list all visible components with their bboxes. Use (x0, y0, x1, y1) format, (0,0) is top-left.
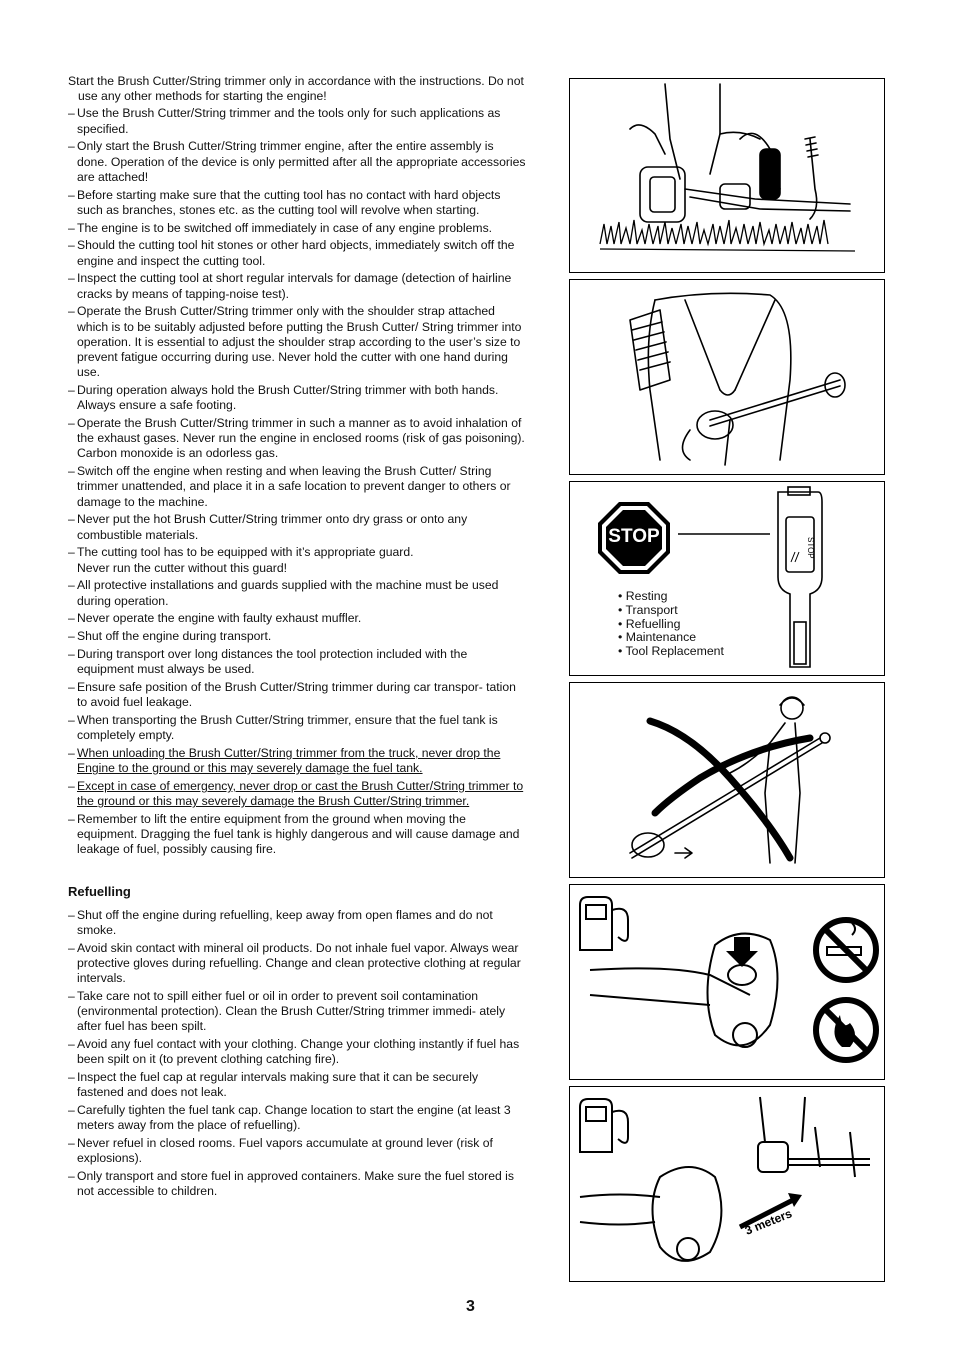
safety-list (68, 106, 526, 857)
bullet-item (68, 611, 526, 626)
bullet-item (68, 304, 526, 380)
bullet-item (68, 1169, 526, 1199)
bullet-item (68, 647, 526, 677)
no-dragging-illustration (570, 683, 885, 878)
bullet-text: The engine is to be switched off immediately in case of any engine problems. (77, 220, 493, 235)
no-open-flame-icon (816, 1000, 876, 1060)
dash-marker: – (68, 106, 75, 121)
bullet-item (68, 545, 526, 575)
stop-list-item: • Refuelling (618, 616, 681, 631)
dash-marker: – (68, 139, 75, 154)
bullet-text: Except in case of emergency, never drop or cast the Brush Cutter/String trimmer to the ground or this may severely damage the Brush Cutter/String trimmer. (77, 779, 524, 809)
bullet-text: Operate the Brush Cutter/String trimmer in such a manner as to avoid inhalation of the exhaust gases. Never run the engine in enclosed rooms (risk of gas poisoning). Carbon monoxide is an odorless gas. (77, 416, 525, 461)
bullet-item (68, 746, 526, 776)
bullet-text: During transport over long distances the tool protection included with the equipment must always be used. (77, 647, 468, 677)
bullet-extra-text: Always ensure a safe footing. (77, 398, 237, 413)
refuelling-illustration (570, 885, 885, 1080)
illustration-no-dragging (569, 682, 885, 878)
dash-marker: – (68, 907, 75, 922)
dash-marker: – (68, 1103, 75, 1118)
stop-list-item: • Resting (618, 589, 668, 603)
bullet-text: Ensure safe position of the Brush Cutter/String trimmer during car transpor- tation to avoid fuel leakage. (77, 680, 516, 710)
dash-marker: – (68, 416, 75, 431)
bullet-text: When transporting the Brush Cutter/String trimmer, ensure that the fuel tank is completely empty. (77, 713, 498, 743)
bullet-item (68, 383, 526, 413)
bullet-item (68, 188, 526, 218)
bullet-text: When unloading the Brush Cutter/String trimmer from the truck, never drop the Engine to the ground or this may severely damage the fuel tank. (77, 746, 501, 776)
stop-list-item: • Transport (618, 602, 678, 617)
bullet-item (68, 713, 526, 743)
bullet-item (68, 578, 526, 608)
dash-marker: – (68, 680, 75, 695)
bullet-text: Never put the hot Brush Cutter/String trimmer onto dry grass or onto any combustible materials. (77, 512, 468, 542)
dash-marker: – (68, 545, 75, 560)
illustration-stop-switch (569, 481, 885, 676)
starting-figure-illustration (570, 79, 885, 273)
bullet-item (68, 779, 526, 809)
dash-marker: – (68, 512, 75, 527)
refuelling-list (68, 908, 526, 1200)
bullet-item (68, 812, 526, 858)
stop-situations-list (618, 590, 724, 659)
bullet-text: Switch off the engine when resting and when leaving the Brush Cutter/ String trimmer unattended, and place it in a safe location to prevent danger to others or damage to the machine. (77, 464, 511, 509)
text-column (68, 74, 526, 1202)
stop-sign-text: STOP (608, 526, 660, 547)
bullet-item (68, 106, 526, 136)
dash-marker: – (68, 611, 75, 626)
illustration-refuelling (569, 884, 885, 1080)
bullet-item (68, 139, 526, 185)
switch-stop-label: STOP (806, 537, 815, 559)
illustration-starting (569, 78, 885, 273)
bullet-item (68, 271, 526, 301)
dash-marker: – (68, 220, 75, 235)
dash-marker: – (68, 238, 75, 253)
bullet-item (68, 908, 526, 938)
bullet-item (68, 680, 526, 710)
bullet-item (68, 989, 526, 1035)
bullet-extra-text: Never run the cutter without this guard! (77, 560, 288, 575)
dash-marker: – (68, 464, 75, 479)
three-meters-illustration (570, 1087, 885, 1282)
dash-marker: – (68, 578, 75, 593)
intro-paragraph: Start the Brush Cutter/String trimmer only in accordance with the instructions. Do not use any other methods for starting the engine! (68, 74, 524, 104)
bullet-text: Shut off the engine during transport. (77, 629, 272, 644)
dash-marker: – (68, 1136, 75, 1151)
bullet-item (68, 1103, 526, 1133)
bullet-text: Inspect the cutting tool at short regular intervals for damage (detection of hairline cracks by means of tapping-noise test). (77, 271, 512, 301)
bullet-item (68, 941, 526, 987)
dash-marker: – (68, 779, 75, 794)
bullet-text: Before starting make sure that the cutting tool has no contact with hard objects such as branches, stones etc. as the cutting tool will revolve when starting. (77, 187, 501, 217)
bullet-item (68, 221, 526, 236)
bullet-text: Use the Brush Cutter/String trimmer and the tools only for such applications as specified. (77, 106, 501, 136)
bullet-text: Inspect the fuel cap at regular intervals making sure that it can be securely fastened and does not leak. (77, 1070, 479, 1100)
page-number: 3 (466, 1298, 475, 1315)
bullet-item (68, 512, 526, 542)
bullet-text: Take care not to spill either fuel or oil in order to prevent soil contamination (environmental protection). Clean the Brush Cutter/String trimmer immedi- ately after fuel has been spilt. (77, 989, 506, 1034)
distance-label: 3 meters (742, 1206, 794, 1238)
dash-marker: – (68, 1169, 75, 1184)
bullet-text: Only transport and store fuel in approved containers. Make sure the fuel stored is not accessible to children. (77, 1169, 514, 1199)
bullet-item (68, 464, 526, 510)
stop-list-item: • Maintenance (618, 630, 697, 645)
bullet-text: Carefully tighten the fuel tank cap. Change location to start the engine (at least 3 meters away from the place of refuelling). (77, 1103, 511, 1133)
shoulder-strap-illustration (570, 280, 885, 475)
bullet-text: Remember to lift the entire equipment from the ground when moving the equipment. Dragging the fuel tank is highly dangerous and will cause damage and leakage of fuel, possibly causing fire. (77, 812, 520, 857)
bullet-item (68, 1136, 526, 1166)
illustration-shoulder-strap (569, 279, 885, 475)
dash-marker: – (68, 746, 75, 761)
illustration-3-meters (569, 1086, 885, 1282)
dash-marker: – (68, 187, 75, 202)
bullet-text: Never operate the engine with faulty exhaust muffler. (77, 611, 362, 626)
dash-marker: – (68, 304, 75, 319)
dash-marker: – (68, 383, 75, 398)
bullet-item (68, 629, 526, 644)
bullet-item (68, 1070, 526, 1100)
bullet-text: Shut off the engine during refuelling, keep away from open flames and do not smoke. (77, 907, 493, 938)
dash-marker: – (68, 647, 75, 662)
bullet-item (68, 1037, 526, 1067)
refuelling-heading: Refuelling (68, 883, 131, 899)
stop-list-item: • Tool Replacement (618, 644, 724, 659)
dash-marker: – (68, 1070, 75, 1085)
dash-marker: – (68, 629, 75, 644)
bullet-item (68, 238, 526, 268)
bullet-text: Avoid any fuel contact with your clothing. Change your clothing instantly if fuel has been spilt on it (to prevent clothing catching fire). (77, 1037, 520, 1067)
bullet-text: Should the cutting tool hit stones or other hard objects, immediately switch off the engine and inspect the cutting tool. (77, 238, 515, 268)
dash-marker: – (68, 812, 75, 827)
bullet-text: Only start the Brush Cutter/String trimmer engine, after the entire assembly is done. Operation of the device is only permitted after all the appropriate accessories are attached! (77, 139, 526, 184)
bullet-text: Never refuel in closed rooms. Fuel vapors accumulate at ground lever (risk of explosions). (77, 1136, 493, 1166)
dash-marker: – (68, 989, 75, 1004)
dash-marker: – (68, 940, 75, 955)
no-smoking-icon (816, 920, 876, 980)
dash-marker: – (68, 713, 75, 728)
bullet-text: The cutting tool has to be equipped with it’s appropriate guard. (77, 545, 414, 560)
dash-marker: – (68, 1037, 75, 1052)
bullet-text: Avoid skin contact with mineral oil products. Do not inhale fuel vapor. Always wear protective gloves during refuelling. Change and clean protective clothing at regular intervals. (77, 940, 521, 986)
dash-marker: – (68, 271, 75, 286)
bullet-item (68, 416, 526, 462)
bullet-text: All protective installations and guards supplied with the machine must be used during operation. (77, 578, 499, 608)
bullet-text: Operate the Brush Cutter/String trimmer only with the shoulder strap attached which is to be suitably adjusted before putting the Brush Cutter/ String trimmer into operation. It is essential to adjust the shoulder strap according to the user’s size to prevent fatigue occurring during use. Never hold the cutter with one hand during use. (77, 304, 522, 380)
bullet-text: During operation always hold the Brush Cutter/String trimmer with both hands. (77, 383, 499, 398)
